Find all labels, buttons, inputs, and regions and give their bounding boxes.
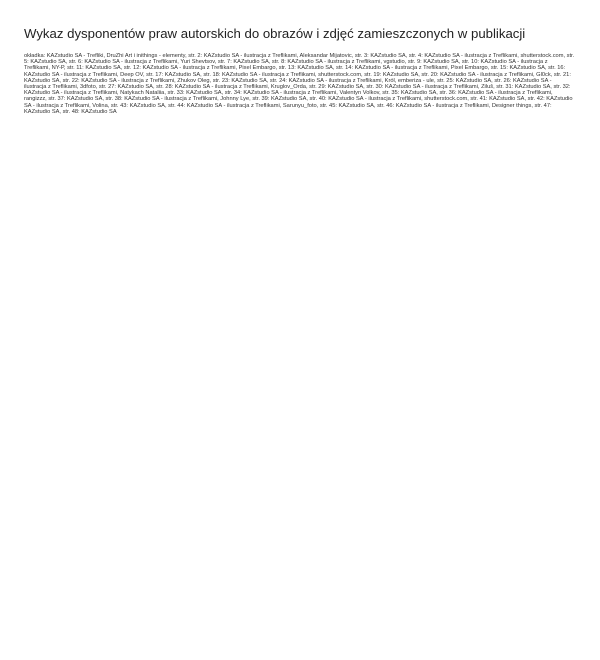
credits-paragraph: okładka: KAZstudio SA - Trefliki, DruZhi Art i inithings - elementy, str. 2: KAZstudio SA - ilustracja z Treflikami, Aleksandar Mijatovic, str. 3: KAZstudio SA, str. 4: KAZstudio SA - ilustracja z Treflikami, shutterstock.com, str. 5: KAZstudio SA, str. 6: KAZstudio SA - ilustracja z Treflikami, Yuri Shevtsov, str. 7: KAZstudio SA, str. 8: KAZstudio SA - ilustracja z Treflikami, vgstudio, str. 9: KAZstudio SA, str. 10: KAZstudio SA - ilustracja z Treflikami, NY-P, str. 11: KAZstudio SA, str. 12: KAZstudio SA - ilustracja z Treflikami, Pixel Embargo, str. 13: KAZstudio SA, str. 14: KAZstudio SA - ilustracja z Treflikami, Pixel Embargo, str. 15: KAZstudio SA, str. 16: KAZstudio SA - ilustracja z Treflikami, Deep OV, str. 17: KAZstudio SA, str. 18: KAZstudio SA - ilustracja z Treflikami, shutterstock.com, str. 19: KAZstudio SA, str. 20: KAZstudio SA - ilustracja z Treflikami, Gl0ck, str. 21: KAZstudio SA, str. 22: KAZstudio SA - ilustracja z Treflikami, Zhukov Oleg, str. 23: KAZstudio SA, str. 24: KAZstudio SA - ilustracja z Treflikami, Król, emberiza - ule, str. 25: KAZstudio SA, str. 26: KAZstudio SA - ilustracja z Treflikami, 3dfoto, str. 27: KAZstudio SA, str. 28: KAZstudio SA - ilustracja z Treflikami, Kruglov_Orda, str. 29: KAZstudio SA, str. 30: KAZstudio SA - ilustracja z Treflikami, Ziluš, str. 31: KAZstudio SA, str. 32: KAZstudio SA - ilustracja z Treflikami, Natykach Nataliia, str. 33: KAZstudio SA, str. 34: KAZstudio SA - ilustracja z Treflikami, Valentyn Volkov, str. 35: KAZstudio SA, str. 36: KAZstudio SA - ilustracja z Treflikami, rangizzz, str. 37: KAZstudio SA, str. 38: KAZstudio SA - ilustracja z Treflikami, Johnny Lye, str. 39: KAZstudio SA, str. 40: KAZstudio SA - ilustracja z Treflikami, shutterstock.com, str. 41: KAZstudio SA, str. 42: KAZstudio SA - ilustracja z Treflikami, Volina, str. 43: KAZstudio SA, str. 44: KAZstudio SA - ilustracja z Treflikami, Sarunyu_foto, str. 45: KAZstudio SA, str. 46: KAZstudio SA - ilustracja z Treflikami, Designer things, str. 47: KAZstudio SA, str. 48: KAZstudio SA — [24, 53, 575, 115]
page-title: Wykaz dysponentów praw autorskich do obrazów i zdjęć zamieszczonych w publikacji — [24, 26, 526, 41]
